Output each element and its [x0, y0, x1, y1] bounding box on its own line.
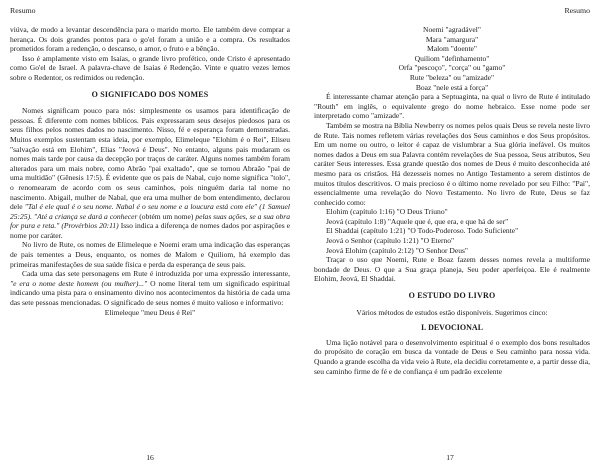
section-intro: Vários métodos de estudos estão disponíveis. Sugerimos cinco:	[356, 307, 548, 317]
name-meaning: Malom "doente"	[427, 44, 477, 54]
god-name-item: Jeová Elohim (capítulo 2:12) "O Senhor Deus"	[326, 245, 468, 255]
paragraph	[10, 106, 290, 240]
paragraph-text: Nomes significam pouco para nós: simplesmente os usamos para identificação de pessoas. É diferente com nomes bíblicos. Pais expressaram seus desejos piedosos para os seus filhos pelos nomes dados no nascimento. Nisso, fé e esperança foram demonstradas. Muitos exemplos sustentam esta ideia, por exemplo, Elimeleque "Elohim é o Rei", Eliseu "salvação está em Elohim", Elias "Jeová é Deus". No entanto, alguns pais mudaram os nomes mais tarde por causa da decepção por traços de caráter. Alguns nomes também foram alterados para um mais nobre, como Abrão "pai exaltado", que se tornou Abraão "pai de uma multidão" (Gênesis 17:5). É evidente que os pais de Nabal, cujo nome significa "tolo", o renomearam de acordo com os seus caminhos, pois ninguém daria tal nome no nascimento. Abigail, mulher de Nabal, que era uma mulher de bom entendimento, declarou dele	[10, 106, 290, 212]
names-list	[314, 25, 590, 92]
name-meaning: Boaz "nele está a força"	[415, 82, 489, 92]
god-name-item: Jeová (capítulo 1:8) "Aquele que é, que era, e que há de ser"	[326, 216, 509, 226]
right-page	[300, 0, 600, 471]
name-meaning: Rute "beleza" ou "amizade"	[409, 72, 495, 82]
paragraph-text: O nome literal tem um significado espiritual indicando uma pista para o ensinamento divino nos acontecimentos da história de cada uma das sete pessoas mencionadas. O significado de seus nomes é muito valioso e informativo:	[10, 278, 290, 308]
god-name-item: Jeová o Senhor (capítulo 1:21) "O Eterno"	[326, 236, 455, 246]
name-meaning: Quiliom "definhamento"	[414, 53, 490, 63]
page-number-right: 17	[446, 453, 454, 463]
paragraph: Também se mostra na Bíblia Newberry os nomes pelos quais Deus se revela neste livro de Rute. Tais nomes refletem várias revelações dos Seus caminhos e dos Seus propósitos. Em um nome ou outro, o leitor é capaz de vislumbrar a Sua glória inefável. Os muitos nomes dados a Deus em sua Palavra contém revelações de Sua pessoa, Seus atributos, Seu caráter Seus interesses. Essa grande questão dos nomes de Deus é muito desconhecida até mesmo para os cristãos. Há dezesseis nomes no Antigo Testamento a serem distintos de muitos títulos descritivos. O mais precioso é o último nome revelado por seu Filho: "Pai", essencialmente uma revelação do Novo Testamento. No livro de Rute, Deus se faz conhecido como:	[314, 120, 590, 207]
paragraph-text: Cada uma das sete personagens em Rute é introduzida por uma expressão interessante,	[22, 269, 290, 279]
scripture-quote: pelas suas ações, se a sua obra for pura e reta." (Provérbios 20:11)	[10, 211, 290, 231]
running-head-left: Resumo	[10, 6, 36, 15]
god-name-item: El Shaddai (capítulo 1:21) "O Todo-Poderoso. Todo Suficiente"	[326, 226, 519, 236]
paragraph-text: Isso indica a diferença de nomes dados por aspirações e nome por caráter.	[10, 221, 290, 240]
paragraph	[10, 269, 290, 307]
paragraph: É interessante chamar atenção para a Septuaginta, na qual o livro de Rute é intitulado "Routh" em inglês, o equivalente grego do nome hebraico. Esse nome pode ser interpretado como "amizade".	[314, 92, 590, 121]
quoted-expression: "e era o nome deste homem (ou mulher)..."	[10, 278, 148, 288]
section-heading: O ESTUDO DO LIVRO	[408, 291, 496, 301]
god-name-item: Elohim (capítulo 1:16) "O Deus Triuno"	[326, 207, 448, 217]
paragraph-text: (obtém um nome)	[137, 211, 196, 221]
name-meaning: Noemi "agradável"	[423, 25, 481, 34]
paragraph: Traçar o uso que Noemi, Rute e Boaz fazem desses nomes revela a multiforme bondade de Deus. O que a Sua graça planeja, Seu poder aperfeiçoa. Ele é realmente Elohim, Jeová, El Shaddai.	[314, 255, 590, 284]
section-heading: O SIGNIFICADO DOS NOMES	[91, 89, 209, 99]
name-meaning: Mara "amargura"	[425, 34, 479, 44]
god-names-list	[314, 207, 590, 255]
page-number-left: 16	[146, 453, 154, 463]
left-page-body	[10, 25, 290, 317]
running-head-right: Resumo	[564, 6, 590, 15]
paragraph: viúva, de modo a levantar descendência para o marido morto. Ele também deve comprar a herança. Os dois grandes pontos para o go'el foram a união e a compra. Os resultados prometidos foram a redenção, o descanso, o amor, o fruto e a bênção.	[10, 25, 290, 54]
paragraph: No livro de Rute, os nomes de Elimeleque e Noemi eram uma indicação das esperanças de pais tementes a Deus, enquanto, os nomes de Malom e Quiliom, há exemplo das primeiras manifestações de sua saúde física e perda da esperança de seus pais.	[10, 240, 290, 269]
right-page-body	[314, 25, 590, 376]
paragraph: Uma lição notável para o desenvolvimento espiritual é o exemplo dos bons resultados do propósito de coração em busca da vontade de Deus e Seu caminho para nossa vida. Quando a grande escolha da vida veio à Rute, ela decidiu corretamente e, a partir desse dia, seu caminho firme de fé e de confiança é um padrão excelente	[314, 337, 590, 376]
name-meaning: Elimeleque "meu Deus é Rei"	[104, 307, 196, 317]
scripture-quote: "Tal é ele qual é o seu nome. Nabal é o seu nome e a loucura está com ele" (1 Samuel 25:25). "Até a criança se dará a conhecer	[10, 202, 290, 221]
subsection-heading: I. DEVOCIONAL	[420, 323, 484, 333]
paragraph: Isso é amplamente visto em Isaías, o grande livro profético, onde Cristo é apresentado como Go'el de Israel. A palavra-chave de Isaías é Redenção. Vinte e quatro vezes lemos sobre o Redentor, os redimidos ou redenção.	[10, 53, 290, 82]
name-meaning: Orfa "pescoço", "corça" ou "gamo"	[398, 63, 506, 73]
